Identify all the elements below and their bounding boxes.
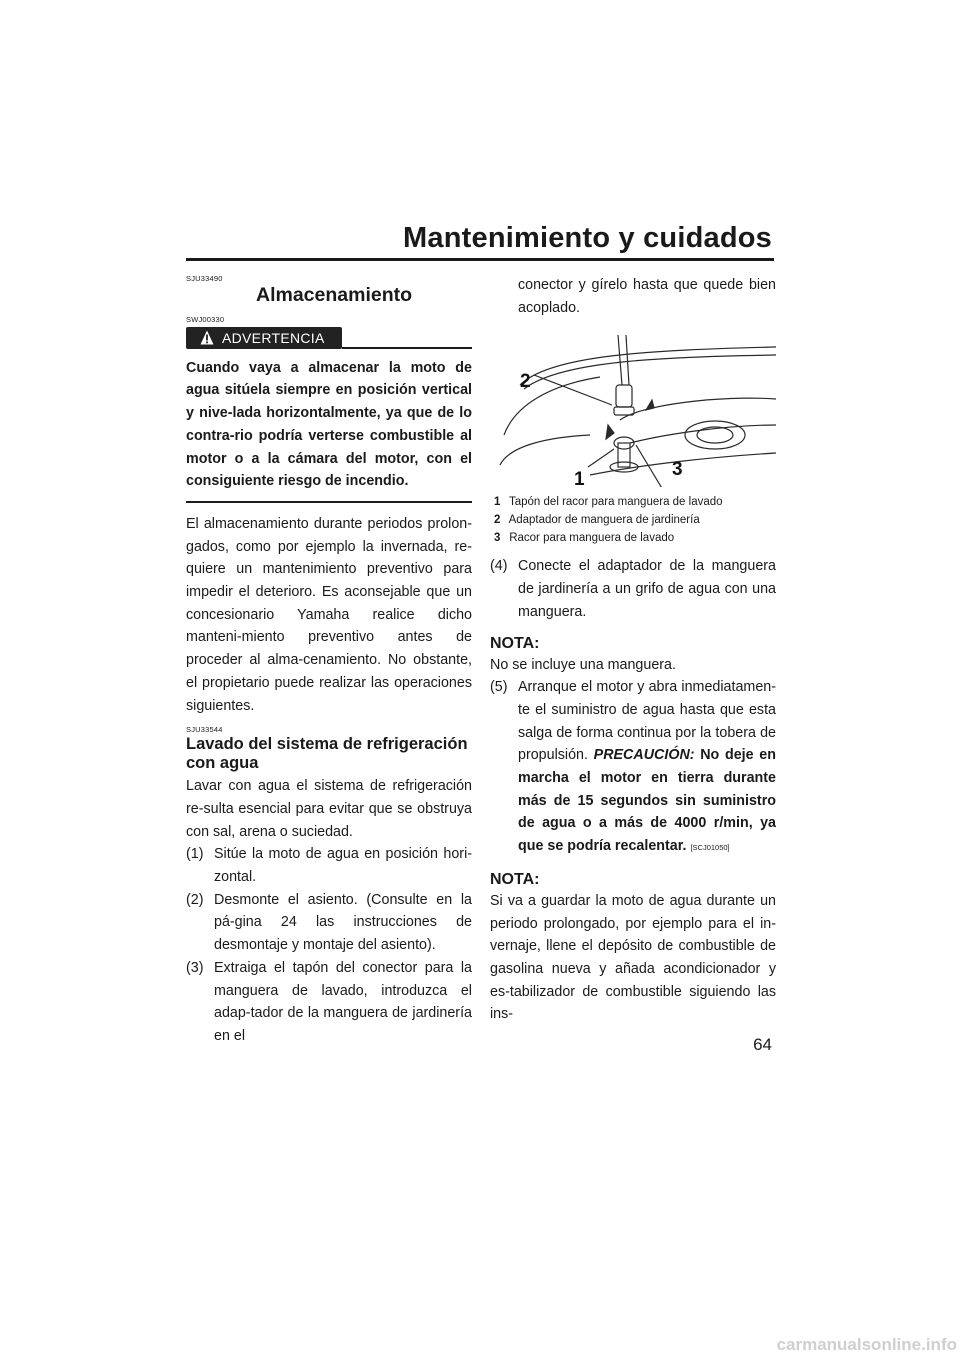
step-item bbox=[490, 555, 776, 623]
step-number: (5) bbox=[490, 679, 508, 696]
warning-bottom-rule bbox=[186, 501, 472, 503]
step-text: Conecte el adaptador de la manguera de jardinería a un grifo de agua con una manguera. bbox=[518, 558, 776, 620]
warning-triangle-icon bbox=[200, 330, 214, 345]
step-text: Extraiga el tapón del conector para la manguera de lavado, introduzca el adap-tador de la manguera de jardinería en el bbox=[214, 959, 472, 1044]
step-text: Sitúe la moto de agua en posición hori-zontal. bbox=[214, 846, 472, 886]
section-heading: Almacenamiento bbox=[256, 284, 413, 306]
figure-captions bbox=[494, 493, 776, 547]
caution-text: No deje en marcha el motor en tierra durante más de 15 segundos sin suministro de agua o a más de 4000 r/min, ya que se podría recalentar. bbox=[518, 747, 776, 855]
caption-item: 1 Tapón del racor para manguera de lavado bbox=[494, 496, 723, 509]
caption-item: 2 Adaptador de manguera de jardinería bbox=[494, 514, 700, 527]
figure-label-3: 3 bbox=[672, 459, 683, 481]
step-number: (2) bbox=[186, 891, 204, 908]
warning-top-rule bbox=[342, 347, 472, 349]
step-item bbox=[186, 843, 472, 888]
warning-text: Cuando vaya a almacenar la moto de agua sitúela siempre en posición vertical y nive-lada horizontalmente, ya que de lo contra-rio podría verterse combustible al motor o a la cámara del motor, con el consiguiente riesgo de incendio. bbox=[186, 359, 472, 490]
illustration bbox=[490, 325, 776, 487]
page-header-title: Mantenimiento y cuidados bbox=[403, 222, 772, 254]
page-number: 64 bbox=[753, 1035, 772, 1054]
note-label: NOTA: bbox=[490, 870, 540, 888]
caution-code: [SCJ01050] bbox=[690, 843, 730, 853]
watermark: carmanualsonline.info bbox=[776, 1335, 957, 1354]
warning-badge bbox=[186, 327, 342, 349]
step-text: Desmonte el asiento. (Consulte en la pá-gina 24 las instrucciones de desmontaje y montaje del asiento). bbox=[214, 891, 472, 954]
header-rule bbox=[186, 258, 774, 261]
warning-label: ADVERTENCIA bbox=[222, 329, 325, 346]
subsection-code: SJU33544 bbox=[186, 725, 223, 735]
note-text: Si va a guardar la moto de agua durante un periodo prolongado, por ejemplo para el in-vernaje, llene el depósito de combustible de gasolina nueva y añada acondicionador y es-tabilizador de combustible siguiendo las ins- bbox=[490, 892, 776, 1023]
caption-item: 3 Racor para manguera de lavado bbox=[494, 532, 675, 545]
intro-paragraph: El almacenamiento durante periodos prolon-gados, como por ejemplo la invernada, re-quiere un mantenimiento preventivo para impedir el deterioro. Es aconsejable que un concesionario Yamaha realice dicho manteni-miento preventivo antes de proceder al alma-cenamiento. No obstante, el propietario puede realizar las operaciones siguientes. bbox=[186, 515, 472, 714]
warning-header bbox=[186, 327, 472, 349]
step-text: conector y gírelo hasta que quede bien acoplado. bbox=[518, 277, 776, 316]
warning-code: SWJ00330 bbox=[186, 314, 225, 324]
step-text: Arranque el motor y abra inmediatamen-te el suministro de agua hasta que esta salga de forma continua por la tobera de propulsión. PRECAUCIÓN: No deje en marcha el motor en tierra durante más de 15 segundos sin suministro de agua o a más de 4000 r/min, ya que se podría recalentar. [SCJ01050] bbox=[518, 679, 776, 855]
step-number: (1) bbox=[186, 846, 204, 863]
step-item bbox=[186, 957, 472, 1048]
step-item bbox=[186, 889, 472, 957]
figure-label-1: 1 bbox=[574, 469, 585, 488]
figure-label-2: 2 bbox=[520, 371, 531, 393]
hose-adapter-figure bbox=[490, 325, 776, 487]
note-text: No se incluye una manguera. bbox=[490, 656, 676, 673]
note-label: NOTA: bbox=[490, 634, 540, 652]
subsection-heading: Lavado del sistema de refrigeración con agua bbox=[186, 735, 468, 773]
caution-label: PRECAUCIÓN: bbox=[593, 747, 695, 764]
step-continuation bbox=[490, 274, 776, 319]
right-column bbox=[490, 274, 776, 1026]
step-number: (3) bbox=[186, 959, 204, 976]
cooling-paragraph: Lavar con agua el sistema de refrigeración re-sulta esencial para evitar que se obstruya con sal, arena o suciedad. bbox=[186, 778, 472, 840]
left-column bbox=[186, 274, 472, 1048]
step-number: (4) bbox=[490, 558, 508, 575]
section-code: SJU33490 bbox=[186, 274, 223, 283]
step-item bbox=[490, 676, 776, 860]
